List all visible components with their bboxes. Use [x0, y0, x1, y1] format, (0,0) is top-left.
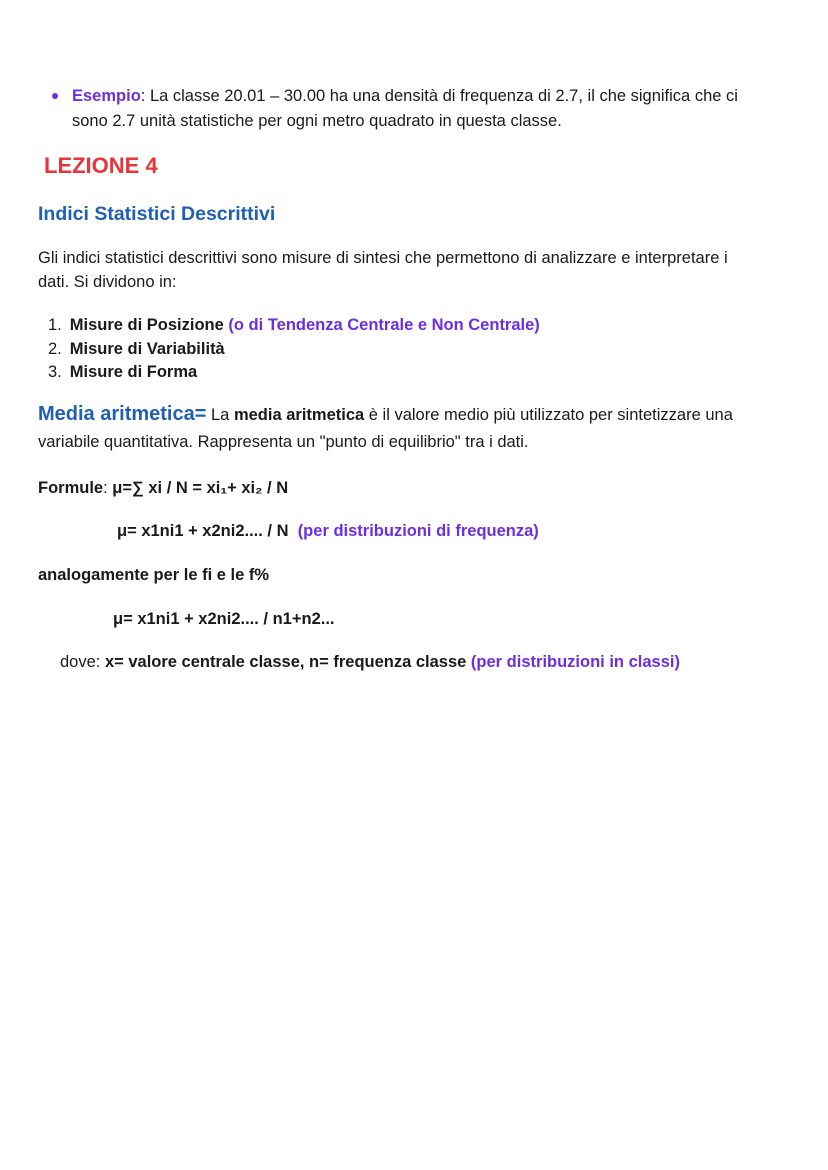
example-line-1	[72, 86, 738, 106]
media-bold-term: media aritmetica	[233, 406, 365, 424]
list-number: 3.	[48, 363, 62, 381]
example-line-2: sono 2.7 unità statistiche per ogni metro quadrato in questa classe.	[72, 112, 562, 130]
formula-line-2	[117, 521, 539, 541]
dove-bold: x= valore centrale classe, n= frequenza classe	[104, 653, 467, 671]
formula-line-1	[38, 478, 288, 498]
list-number: 2.	[48, 340, 62, 358]
list-label: Misure di Variabilità	[69, 340, 225, 358]
analog-line: analogamente per le fi e le f%	[38, 566, 270, 584]
dove-prefix: dove:	[60, 653, 105, 671]
dove-line	[60, 652, 680, 672]
formula-label: Formule	[38, 479, 104, 497]
list-number: 1.	[48, 316, 62, 334]
lesson-heading: LEZIONE 4	[44, 153, 158, 178]
example-label: Esempio	[72, 87, 141, 105]
list-item	[48, 339, 225, 359]
intro-line-2: dati. Si dividono in:	[38, 273, 177, 291]
media-text-a: La	[206, 406, 234, 424]
media-title: Media aritmetica=	[38, 403, 207, 425]
list-item	[48, 315, 540, 335]
formula-colon: :	[103, 479, 113, 497]
formula-line-3: μ= x1ni1 + x2ni2.... / n1+n2...	[113, 610, 335, 628]
bullet-dot-icon	[52, 93, 58, 99]
media-line-2: variabile quantitativa. Rappresenta un "punto di equilibrio" tra i dati.	[38, 433, 529, 451]
section-title: Indici Statistici Descrittivi	[38, 203, 276, 225]
media-text-b: è il valore medio più utilizzato per sintetizzare una	[364, 406, 733, 424]
intro-line-1: Gli indici statistici descrittivi sono misure di sintesi che permettono di analizzare e interpretare i	[38, 249, 728, 267]
example-text-1: : La classe 20.01 – 30.00 ha una densità di frequenza di 2.7, il che significa che ci	[140, 87, 738, 105]
formula-2-note: (per distribuzioni di frequenza)	[297, 522, 539, 540]
list-label: Misure di Posizione	[69, 316, 224, 334]
formula-1: μ=∑ xi / N = xi₁+ xi₂ / N	[112, 479, 289, 497]
dove-note: (per distribuzioni in classi)	[466, 653, 680, 671]
list-note: (o di Tendenza Centrale e Non Centrale)	[223, 316, 540, 334]
list-label: Misure di Forma	[69, 363, 198, 381]
media-line-1	[38, 402, 733, 427]
list-item	[48, 362, 197, 382]
formula-2: μ= x1ni1 + x2ni2.... / N	[117, 522, 289, 540]
